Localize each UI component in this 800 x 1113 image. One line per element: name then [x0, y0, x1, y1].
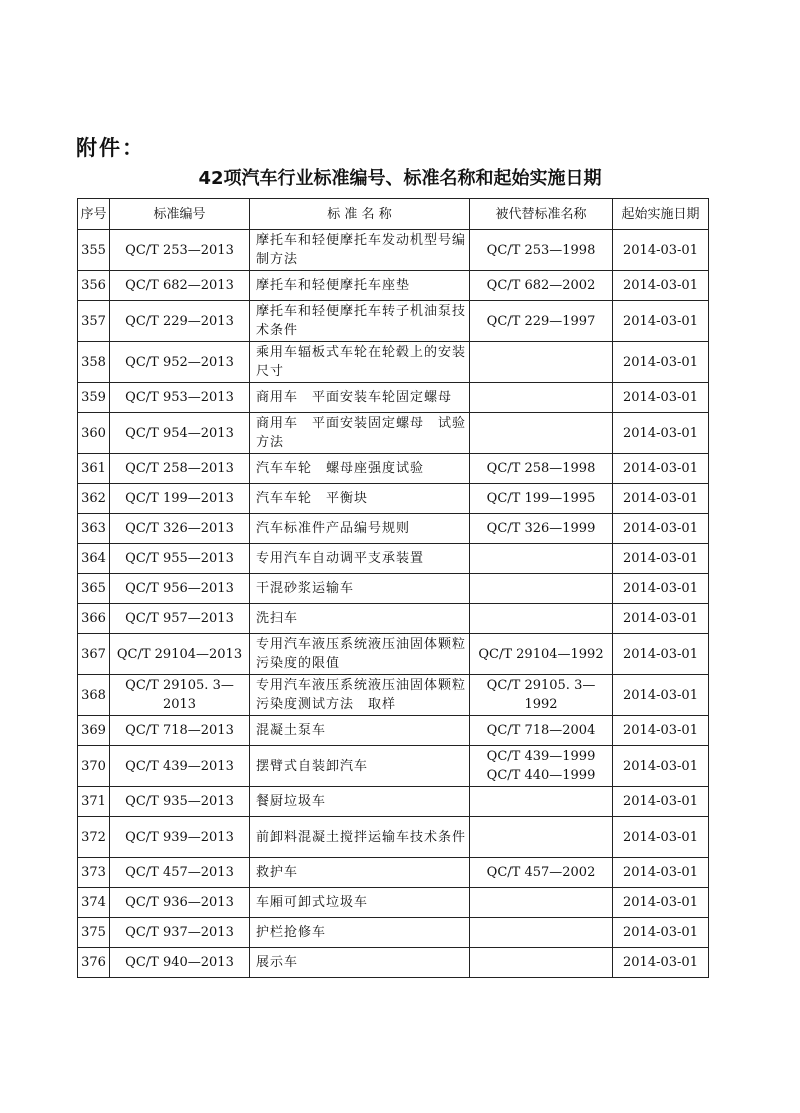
- cell-date: 2014-03-01: [613, 888, 709, 918]
- cell-code: QC/T 957—2013: [110, 604, 250, 634]
- cell-name: 摩托车和轻便摩托车转子机油泵技术条件: [250, 301, 470, 342]
- cell-code: QC/T 956—2013: [110, 574, 250, 604]
- header-name: 标 准 名 称: [250, 199, 470, 230]
- cell-date: 2014-03-01: [613, 634, 709, 675]
- cell-code: QC/T 229—2013: [110, 301, 250, 342]
- table-row: [78, 604, 709, 634]
- cell-no: 362: [78, 484, 110, 514]
- cell-no: 367: [78, 634, 110, 675]
- table-row: [78, 817, 709, 858]
- cell-no: 361: [78, 454, 110, 484]
- cell-code: QC/T 439—2013: [110, 746, 250, 787]
- cell-code: QC/T 253—2013: [110, 230, 250, 271]
- cell-replaced: QC/T 253—1998: [470, 230, 613, 271]
- cell-replaced: QC/T 326—1999: [470, 514, 613, 544]
- cell-code: QC/T 718—2013: [110, 716, 250, 746]
- cell-no: 355: [78, 230, 110, 271]
- table-row: [78, 544, 709, 574]
- cell-name: 车厢可卸式垃圾车: [250, 888, 470, 918]
- cell-no: 370: [78, 746, 110, 787]
- cell-date: 2014-03-01: [613, 604, 709, 634]
- cell-no: 369: [78, 716, 110, 746]
- table-row: [78, 634, 709, 675]
- cell-date: 2014-03-01: [613, 484, 709, 514]
- header-no: 序号: [78, 199, 110, 230]
- cell-code: QC/T 29105. 3—2013: [110, 675, 250, 716]
- table-row: [78, 342, 709, 383]
- cell-date: 2014-03-01: [613, 716, 709, 746]
- cell-code: QC/T 954—2013: [110, 413, 250, 454]
- cell-no: 357: [78, 301, 110, 342]
- cell-date: 2014-03-01: [613, 787, 709, 817]
- cell-replaced: QC/T 199—1995: [470, 484, 613, 514]
- cell-code: QC/T 955—2013: [110, 544, 250, 574]
- cell-replaced: [470, 574, 613, 604]
- cell-replaced: [470, 817, 613, 858]
- cell-name: 混凝土泵车: [250, 716, 470, 746]
- cell-no: 360: [78, 413, 110, 454]
- table-row: [78, 787, 709, 817]
- table-row: [78, 301, 709, 342]
- table-row: [78, 484, 709, 514]
- cell-replaced: [470, 787, 613, 817]
- cell-no: 372: [78, 817, 110, 858]
- cell-replaced: [470, 604, 613, 634]
- cell-replaced: QC/T 29105. 3—1992: [470, 675, 613, 716]
- cell-code: QC/T 939—2013: [110, 817, 250, 858]
- cell-code: QC/T 937—2013: [110, 918, 250, 948]
- cell-replaced: QC/T 457—2002: [470, 858, 613, 888]
- cell-no: 356: [78, 271, 110, 301]
- table-header-row: [78, 199, 709, 230]
- cell-date: 2014-03-01: [613, 383, 709, 413]
- cell-name: 专用汽车液压系统液压油固体颗粒污染度的限值: [250, 634, 470, 675]
- cell-replaced: [470, 888, 613, 918]
- cell-date: 2014-03-01: [613, 342, 709, 383]
- cell-name: 摩托车和轻便摩托车发动机型号编制方法: [250, 230, 470, 271]
- cell-code: QC/T 940—2013: [110, 948, 250, 978]
- cell-replaced: [470, 342, 613, 383]
- cell-replaced: QC/T 682—2002: [470, 271, 613, 301]
- cell-replaced: QC/T 718—2004: [470, 716, 613, 746]
- cell-replaced: [470, 383, 613, 413]
- replaced-line-2: QC/T 440—1999: [486, 768, 596, 783]
- cell-date: 2014-03-01: [613, 301, 709, 342]
- cell-code: QC/T 199—2013: [110, 484, 250, 514]
- cell-name: 商用车 平面安装固定螺母 试验方法: [250, 413, 470, 454]
- cell-no: 375: [78, 918, 110, 948]
- cell-no: 358: [78, 342, 110, 383]
- cell-name: 护栏抢修车: [250, 918, 470, 948]
- cell-date: 2014-03-01: [613, 514, 709, 544]
- cell-code: QC/T 936—2013: [110, 888, 250, 918]
- cell-date: 2014-03-01: [613, 454, 709, 484]
- replaced-line-1: QC/T 439—1999: [486, 749, 596, 764]
- cell-name: 乘用车辐板式车轮在轮毂上的安装尺寸: [250, 342, 470, 383]
- cell-no: 373: [78, 858, 110, 888]
- cell-name: 汽车车轮 螺母座强度试验: [250, 454, 470, 484]
- cell-date: 2014-03-01: [613, 574, 709, 604]
- cell-replaced: [470, 413, 613, 454]
- cell-no: 365: [78, 574, 110, 604]
- cell-name: 商用车 平面安装车轮固定螺母: [250, 383, 470, 413]
- cell-name: 餐厨垃圾车: [250, 787, 470, 817]
- header-replaced: 被代替标准名称: [470, 199, 613, 230]
- cell-code: QC/T 457—2013: [110, 858, 250, 888]
- cell-name: 专用汽车液压系统液压油固体颗粒污染度测试方法 取样: [250, 675, 470, 716]
- standards-table: [77, 198, 709, 978]
- cell-name: 专用汽车自动调平支承装置: [250, 544, 470, 574]
- table-row: [78, 383, 709, 413]
- cell-name: 干混砂浆运输车: [250, 574, 470, 604]
- cell-replaced: QC/T 229—1997: [470, 301, 613, 342]
- table-row: [78, 675, 709, 716]
- cell-date: 2014-03-01: [613, 746, 709, 787]
- cell-no: 368: [78, 675, 110, 716]
- cell-date: 2014-03-01: [613, 544, 709, 574]
- cell-code: QC/T 953—2013: [110, 383, 250, 413]
- table-row: [78, 918, 709, 948]
- cell-code: QC/T 29104—2013: [110, 634, 250, 675]
- cell-code: QC/T 258—2013: [110, 454, 250, 484]
- cell-date: 2014-03-01: [613, 817, 709, 858]
- cell-replaced: QC/T 258—1998: [470, 454, 613, 484]
- attachment-label: 附件：: [76, 136, 145, 160]
- cell-code: QC/T 682—2013: [110, 271, 250, 301]
- table-row: [78, 454, 709, 484]
- cell-name: 展示车: [250, 948, 470, 978]
- cell-date: 2014-03-01: [613, 675, 709, 716]
- cell-replaced: [470, 918, 613, 948]
- table-row: [78, 271, 709, 301]
- cell-code: QC/T 935—2013: [110, 787, 250, 817]
- cell-replaced: [470, 544, 613, 574]
- cell-replaced: [470, 746, 613, 787]
- cell-no: 364: [78, 544, 110, 574]
- cell-name: 汽车车轮 平衡块: [250, 484, 470, 514]
- cell-name: 洗扫车: [250, 604, 470, 634]
- cell-name: 前卸料混凝土搅拌运输车技术条件: [250, 817, 470, 858]
- cell-no: 363: [78, 514, 110, 544]
- cell-date: 2014-03-01: [613, 413, 709, 454]
- table-body: [78, 230, 709, 978]
- table-row: [78, 413, 709, 454]
- cell-date: 2014-03-01: [613, 271, 709, 301]
- cell-no: 371: [78, 787, 110, 817]
- header-date: 起始实施日期: [613, 199, 709, 230]
- cell-code: QC/T 952—2013: [110, 342, 250, 383]
- cell-date: 2014-03-01: [613, 918, 709, 948]
- cell-no: 376: [78, 948, 110, 978]
- cell-replaced: QC/T 29104—1992: [470, 634, 613, 675]
- table-row: [78, 574, 709, 604]
- table-row: [78, 746, 709, 787]
- document-title: 42项汽车行业标准编号、标准名称和起始实施日期: [198, 168, 602, 189]
- cell-no: 374: [78, 888, 110, 918]
- table-row: [78, 858, 709, 888]
- cell-name: 救护车: [250, 858, 470, 888]
- cell-name: 汽车标准件产品编号规则: [250, 514, 470, 544]
- cell-date: 2014-03-01: [613, 948, 709, 978]
- header-code: 标准编号: [110, 199, 250, 230]
- cell-name: 摆臂式自装卸汽车: [250, 746, 470, 787]
- cell-date: 2014-03-01: [613, 230, 709, 271]
- table-row: [78, 888, 709, 918]
- table-row: [78, 716, 709, 746]
- cell-no: 359: [78, 383, 110, 413]
- cell-date: 2014-03-01: [613, 858, 709, 888]
- cell-no: 366: [78, 604, 110, 634]
- table-row: [78, 230, 709, 271]
- cell-name: 摩托车和轻便摩托车座垫: [250, 271, 470, 301]
- table-row: [78, 514, 709, 544]
- table-row: [78, 948, 709, 978]
- cell-code: QC/T 326—2013: [110, 514, 250, 544]
- cell-replaced: [470, 948, 613, 978]
